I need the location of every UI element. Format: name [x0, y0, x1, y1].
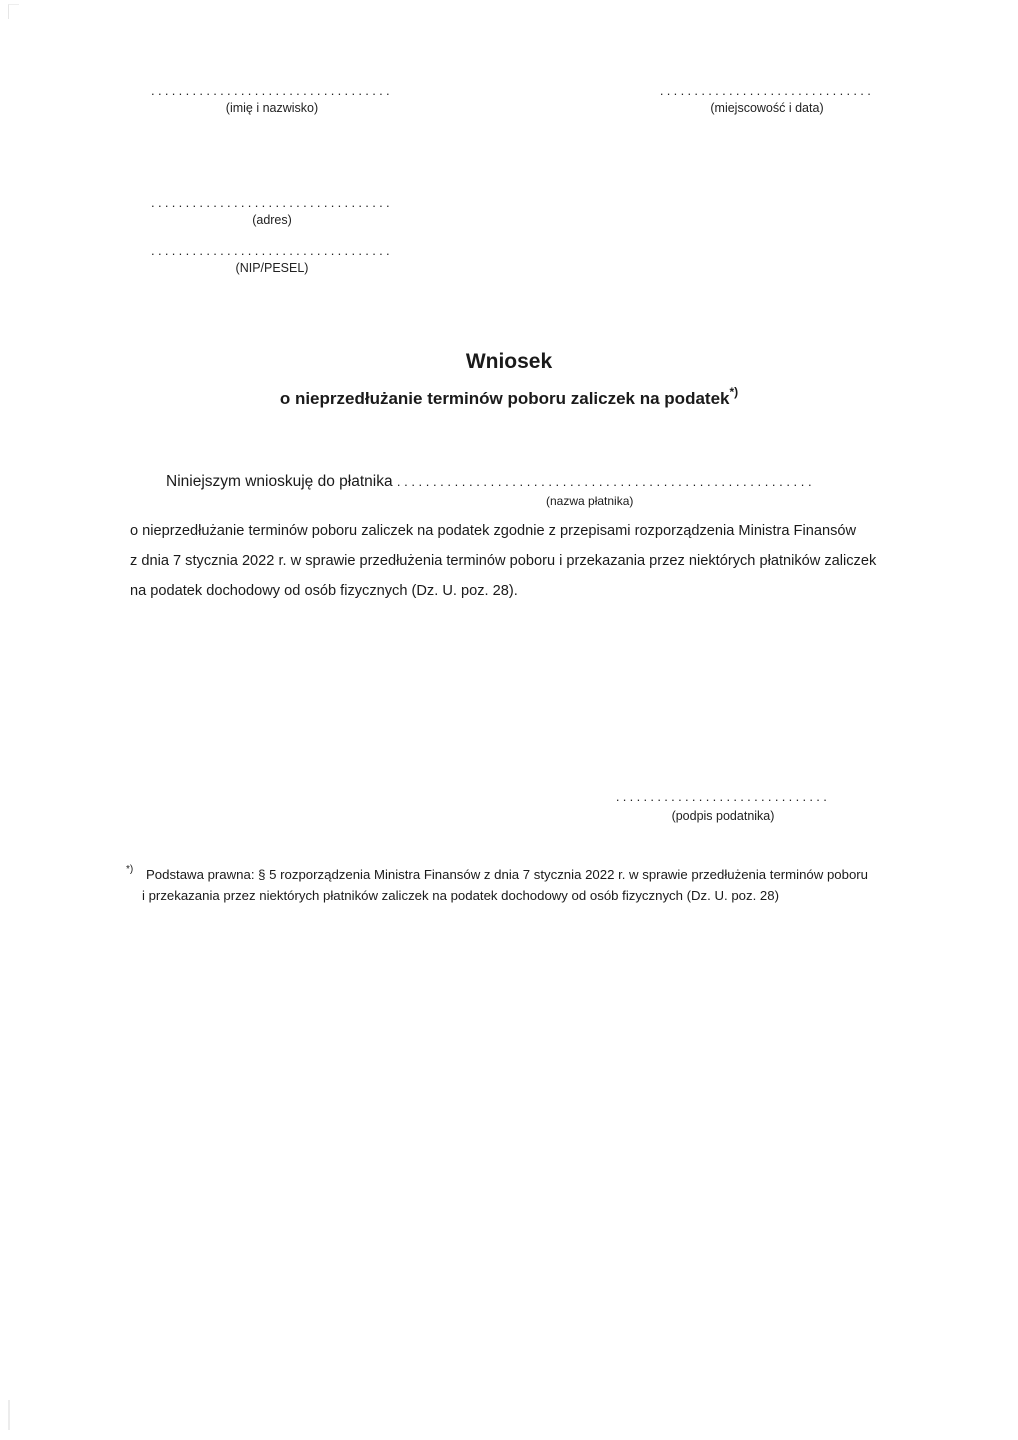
address-dotted-line: ................................... [151, 195, 393, 210]
nip-pesel-field [126, 244, 418, 276]
body-line-1: o nieprzedłużanie terminów poboru zaliczek na podatek zgodnie z przepisami rozporządzenia Ministra Finansów [130, 523, 857, 539]
document-subtitle [0, 380, 1018, 411]
title-block [0, 348, 1018, 411]
body-line-3: na podatek dochodowy od osób fizycznych (Dz. U. poz. 28). [130, 583, 518, 599]
signature-dotted-line: ............................... [615, 789, 831, 804]
signature-field [592, 790, 854, 824]
footnote-text [142, 864, 900, 906]
name-field-caption: (imię i nazwisko) [225, 101, 319, 115]
footnote-marker: *) [126, 864, 134, 875]
footnote [126, 864, 900, 906]
place-date-dotted-line: ............................... [659, 83, 875, 98]
payer-dotted-line: .......................................................... [396, 474, 816, 489]
document-title: Wniosek [465, 350, 553, 373]
address-caption: (adres) [252, 213, 292, 227]
title-footnote-ref: *) [729, 385, 739, 399]
nip-pesel-caption: (NIP/PESEL) [235, 261, 309, 275]
body-line-2: z dnia 7 stycznia 2022 r. w sprawie przedłużenia terminów poboru i przekazania przez niektórych płatników zaliczek [130, 553, 877, 569]
document-subtitle-text: o nieprzedłużanie terminów poboru zaliczek na podatek [279, 389, 730, 408]
scan-artifact-edge [8, 1400, 10, 1430]
name-field [126, 84, 418, 116]
footnote-line-2: i przekazania przez niektórych płatników zaliczek na podatek dochodowy od osób fizycznych (Dz. U. poz. 28) [142, 888, 779, 903]
place-date-caption: (miejscowość i data) [710, 101, 824, 115]
footnote-line-1: Podstawa prawna: § 5 rozporządzenia Ministra Finansów z dnia 7 stycznia 2022 r. w sprawie przedłużenia terminów poboru [146, 867, 869, 882]
request-line [166, 472, 898, 492]
signature-caption: (podpis podatnika) [671, 809, 775, 823]
nip-pesel-dotted-line: ................................... [151, 243, 393, 258]
name-field-dotted-line: ................................... [151, 83, 393, 98]
scan-artifact-corner [8, 4, 19, 19]
payer-name-caption: (nazwa płatnika) [546, 494, 634, 508]
request-intro: Niniejszym wnioskuję do płatnika [166, 473, 393, 490]
address-field [126, 196, 418, 228]
place-date-field [636, 84, 898, 116]
request-body-paragraph [130, 516, 896, 606]
